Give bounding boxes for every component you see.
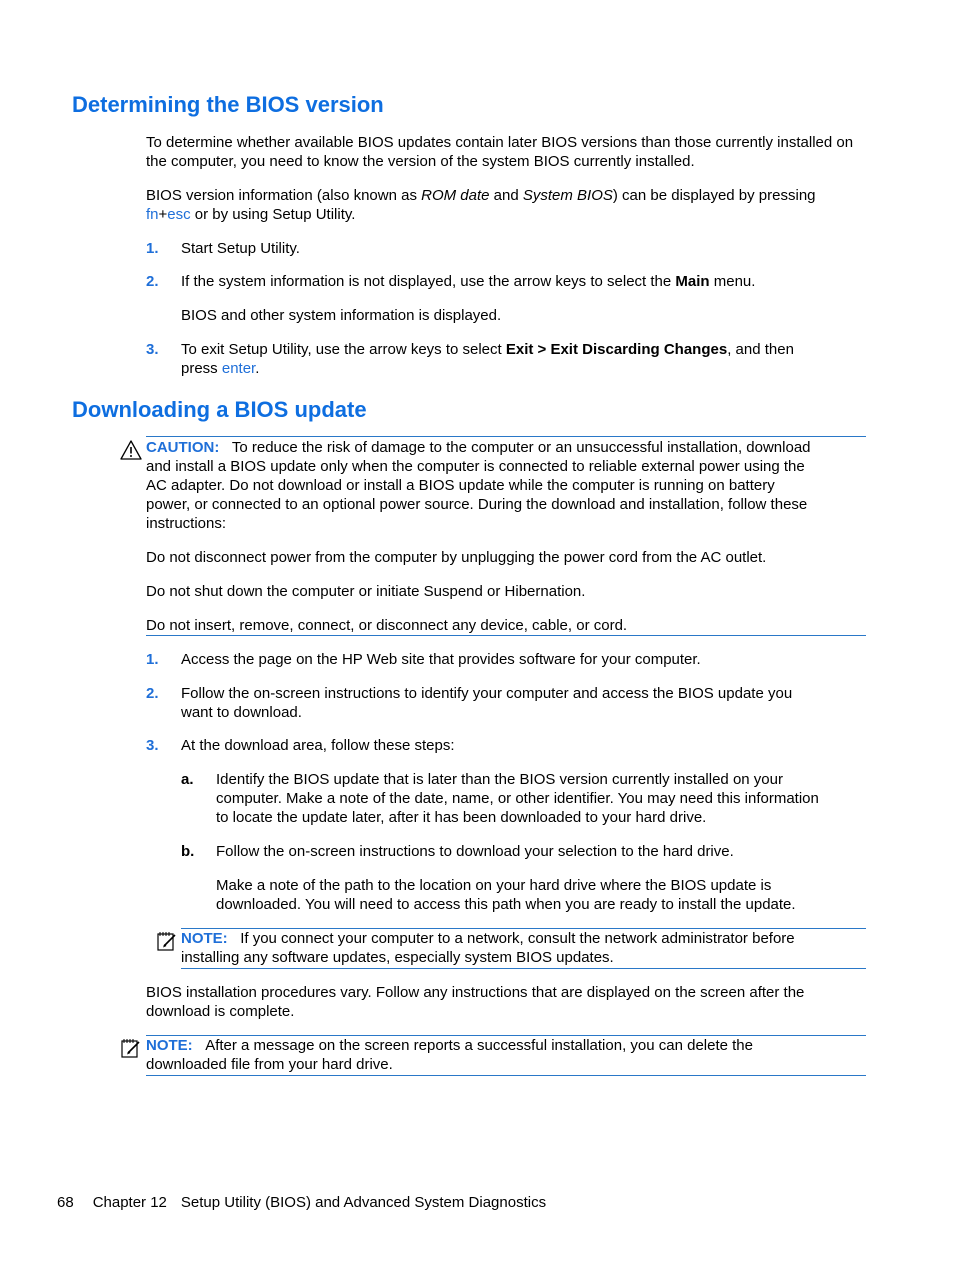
rom-date-term: ROM date (421, 187, 490, 204)
step-number: 2. (146, 685, 159, 702)
caution-item: Do not insert, remove, connect, or disconnect any device, cable, or cord. (146, 617, 628, 634)
caution-item: Do not disconnect power from the computer by unplugging the power cord from the AC outlet. (146, 549, 767, 566)
note-text: installing any software updates, especially system BIOS updates. (181, 949, 614, 966)
caution-label: CAUTION: (146, 439, 220, 456)
note-bottom-rule (181, 968, 866, 969)
install-paragraph (146, 983, 868, 1021)
text-run: or by using Setup Utility. (190, 206, 356, 223)
text-run: BIOS installation procedures vary. Follow any instructions that are displayed on the screen after the (146, 984, 805, 1001)
note-block (146, 1036, 868, 1074)
caution-text: instructions: (146, 515, 227, 532)
text-run: menu. (709, 273, 756, 290)
key-enter: enter (221, 360, 256, 377)
step-text (181, 272, 755, 291)
caution-block (146, 438, 868, 533)
caution-text: To reduce the risk of damage to the computer or an unsuccessful installation, download (231, 439, 811, 456)
step-text: At the download area, follow these steps: (181, 737, 455, 754)
step-number: 3. (146, 341, 159, 358)
caution-text: power, or connected to an optional power source. During the download and installation, follow these (146, 496, 808, 513)
step-text (181, 684, 871, 722)
key-esc: esc (167, 206, 191, 223)
step-subtext: BIOS and other system information is displayed. (181, 307, 502, 324)
text-run: To exit Setup Utility, use the arrow keys to select (181, 341, 506, 358)
text-run: ) can be displayed by pressing (612, 187, 816, 204)
text-run: and (489, 187, 523, 204)
plus-sign: + (158, 206, 168, 223)
page-number: 68 (57, 1194, 74, 1211)
text-run: downloaded. You will need to access this path when you are ready to install the update. (216, 896, 796, 913)
caution-top-rule (146, 436, 866, 437)
text-run: Identify the BIOS update that is later than the BIOS version currently installed on your (216, 771, 783, 788)
chapter-title: Setup Utility (BIOS) and Advanced System Diagnostics (180, 1194, 547, 1211)
caution-text: and install a BIOS update only when the computer is connected to reliable external power using the (146, 458, 805, 475)
main-menu-term: Main (675, 273, 710, 290)
caution-text: AC adapter. Do not download or install a BIOS update while the computer is running on battery (146, 477, 775, 494)
step-number: 3. (146, 737, 159, 754)
note-text: downloaded file from your hard drive. (146, 1056, 393, 1073)
text-run: to locate the update later, after it has been downloaded to your hard drive. (216, 809, 707, 826)
substep-letter: a. (181, 771, 194, 788)
caution-bottom-rule (146, 635, 866, 636)
note-pad-icon (156, 930, 178, 952)
text-run: computer. Make a note of the date, name, or other identifier. You may need this information (216, 790, 819, 807)
footer (57, 1193, 546, 1212)
key-fn: fn (146, 206, 159, 223)
warning-triangle-icon (120, 440, 142, 460)
intro-paragraph (146, 133, 868, 171)
step-text: Start Setup Utility. (181, 240, 300, 257)
text-run: If the system information is not displayed, use the arrow keys to select the (181, 273, 676, 290)
step-text: Access the page on the HP Web site that provides software for your computer. (181, 651, 701, 668)
note-block (181, 929, 871, 967)
substep-text (216, 770, 871, 827)
exit-menu-term: Exit > Exit Discarding Changes (505, 341, 728, 358)
text-run: Make a note of the path to the location on your hard drive where the BIOS update is (216, 877, 772, 894)
step-number: 1. (146, 240, 159, 257)
substep-subtext (216, 876, 871, 914)
text-run: want to download. (181, 704, 302, 721)
text-run: BIOS version information (also known as (146, 187, 422, 204)
note-label: NOTE: (146, 1037, 193, 1054)
intro-text: To determine whether available BIOS updates contain later BIOS versions than those currently installed on the computer, you need to know the version of the system BIOS currently installed. (146, 134, 854, 170)
chapter-label: Chapter 12 (92, 1194, 167, 1211)
text-run: Follow the on-screen instructions to identify your computer and access the BIOS update you (181, 685, 793, 702)
text-run: download is complete. (146, 1003, 295, 1020)
note-pad-icon (120, 1037, 142, 1059)
section-heading-bios-version: Determining the BIOS version (72, 92, 384, 117)
step-number: 2. (146, 273, 159, 290)
substep-text: Follow the on-screen instructions to download your selection to the hard drive. (216, 843, 734, 860)
note-bottom-rule (146, 1075, 866, 1076)
text-run: . (255, 360, 260, 377)
step-number: 1. (146, 651, 159, 668)
section-heading-bios-update: Downloading a BIOS update (72, 397, 367, 422)
note-label: NOTE: (181, 930, 228, 947)
step-text (181, 340, 871, 378)
note-text: After a message on the screen reports a successful installation, you can delete the (205, 1037, 753, 1054)
note-text: If you connect your computer to a network, consult the network administrator before (240, 930, 795, 947)
substep-letter: b. (181, 843, 195, 860)
text-run: press (181, 360, 222, 377)
system-bios-term: System BIOS (522, 187, 613, 204)
caution-item: Do not shut down the computer or initiate Suspend or Hibernation. (146, 583, 586, 600)
text-run: , and then (727, 341, 794, 358)
bios-info-paragraph (146, 186, 868, 224)
